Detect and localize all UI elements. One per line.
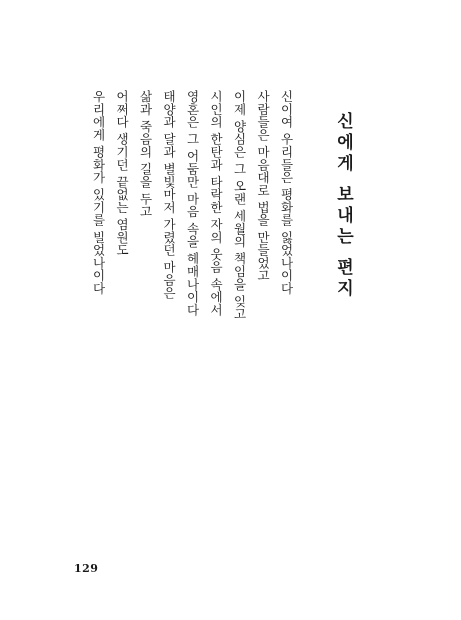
poem-line: 어쩌다 생기던 끝없는 염원도 [114, 90, 130, 257]
poem-line: 영혼은 그 어둠만 마음 속을 헤매나이다 [185, 90, 200, 317]
page-number: 129 [74, 562, 99, 575]
poem-title: 신에게 보내는 편지 [333, 112, 353, 300]
poem-body [86, 90, 298, 320]
poem-line: 신이여 우리들은 평화를 잃었나이다 [279, 90, 294, 295]
poem-line: 삶과 죽음의 길을 두고 [138, 90, 153, 219]
poem-line: 시인의 한탄과 타락한 자의 웃음 속에서 [208, 90, 224, 317]
poem-line: 태양과 달과 별빛마저 가렸던 마음은 [161, 90, 177, 300]
poem-line: 이제 양심은 그 오랜 세월의 책임을 잊고 [232, 90, 247, 321]
poem-line: 우리에게 평화가 있기를 빌었나이다 [91, 90, 106, 295]
poem-line: 사람들은 마음대로 법을 만들었고 [255, 90, 271, 283]
